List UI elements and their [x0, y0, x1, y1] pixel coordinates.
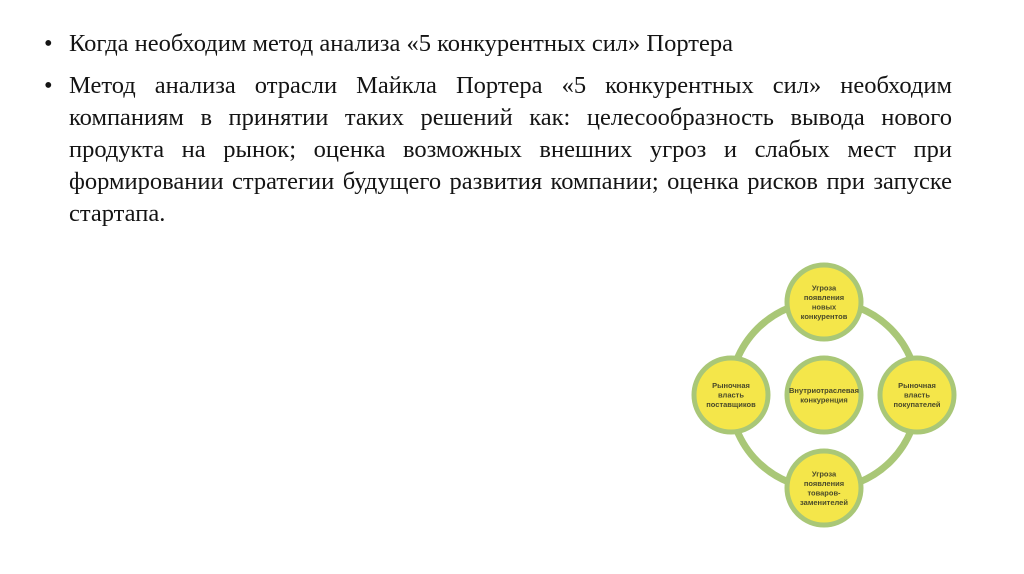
porter-five-forces-diagram: [680, 262, 968, 532]
bullet-text: Метод анализа отрасли Майкла Портера «5 конкурентных сил» необходим компаниям в принятии таких решений как: целесообразность вывода нового продукта на рынок; оценка возможных внешних угроз и слабых мест при формировании стратегии будущего развития компании; оценка рисков при запуске стартапа.: [69, 72, 952, 227]
bullet-text: Когда необходим метод анализа «5 конкурентных сил» Портера: [69, 30, 733, 57]
bullet-item: [36, 28, 952, 60]
bullet-item: [36, 70, 952, 230]
force-node-label: Внутриотраслевая: [789, 385, 859, 395]
force-node-label: Рыночная: [898, 381, 936, 390]
force-node-label: Угроза: [811, 469, 837, 479]
force-node-bottom: [787, 451, 861, 525]
force-node-right: [880, 358, 954, 432]
force-node-label: товаров-: [807, 488, 841, 498]
force-node-label: появления: [803, 478, 845, 488]
force-node-label: новых: [811, 302, 837, 312]
force-node-label: Угроза: [811, 283, 837, 293]
diagram-canvas: [680, 262, 968, 532]
force-node-label: появления: [803, 292, 845, 302]
force-node-label: власть: [904, 390, 930, 400]
force-node-label: заменителей: [800, 497, 848, 507]
force-node-top: [787, 265, 861, 339]
force-node-label: покупателей: [893, 400, 941, 409]
force-node-label: Рыночная: [712, 381, 750, 390]
force-node-label: конкурентов: [800, 311, 848, 321]
force-node-left: [694, 358, 768, 432]
bullet-dot-icon: •: [44, 72, 53, 99]
bullet-list: [36, 28, 952, 240]
force-node-center: [787, 358, 861, 432]
bullet-dot-icon: •: [44, 30, 53, 57]
force-node-label: поставщиков: [706, 400, 756, 409]
force-node-label: конкуренция: [800, 395, 848, 405]
force-node-label: власть: [718, 390, 744, 400]
